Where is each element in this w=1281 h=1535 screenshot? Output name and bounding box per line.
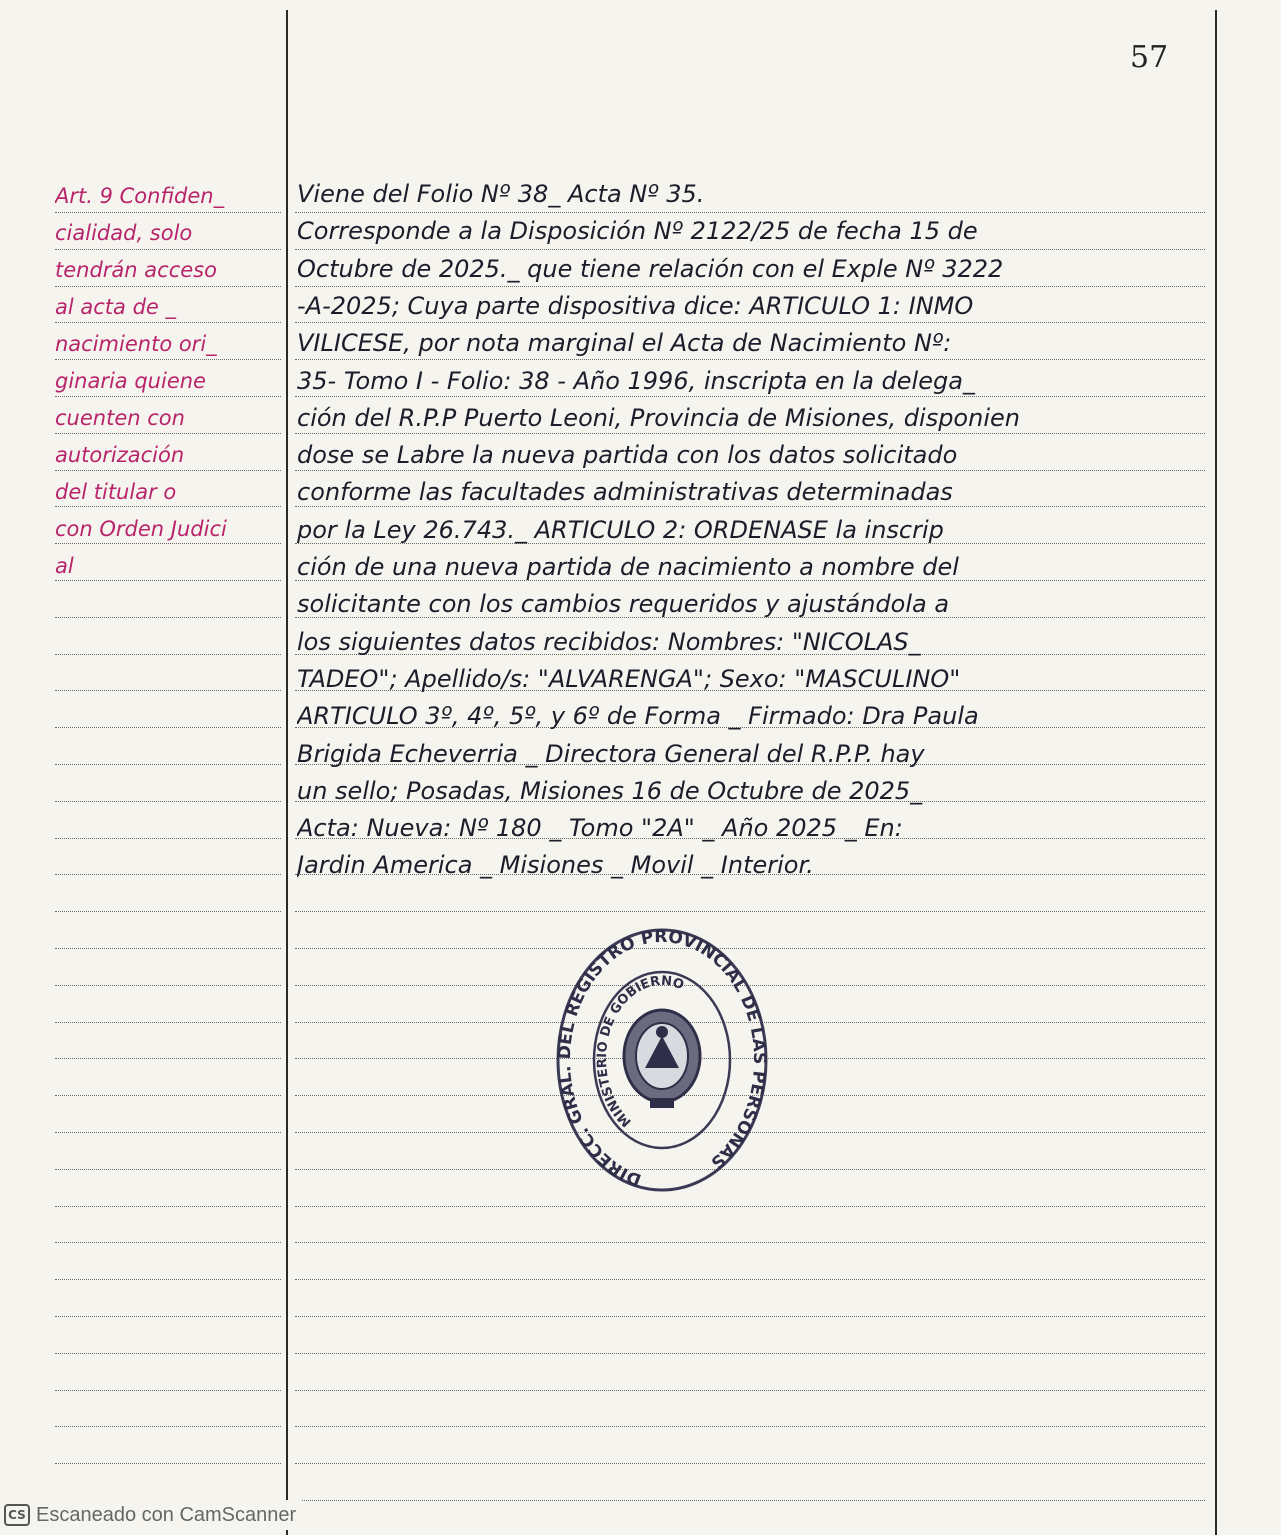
- page-number: 57: [1130, 40, 1169, 75]
- main-rule-line: [295, 1426, 1205, 1427]
- margin-rule-line: [55, 1463, 281, 1464]
- margin-rule-line: [55, 911, 281, 912]
- text-line: -A-2025; Cuya parte dispositiva dice: ARTICULO 1: INMO: [297, 291, 974, 320]
- main-rule-line: [295, 1206, 1205, 1207]
- margin-rule-line: [55, 801, 281, 802]
- margin-note-line: cialidad, solo: [55, 221, 193, 245]
- text-line: Corresponde a la Disposición Nº 2122/25 de fecha 15 de: [297, 217, 978, 246]
- stamp-outer-text: DIRECC. GRAL. DEL REGISTRO PROVINCIAL DE LAS PERSONAS: [555, 928, 770, 1190]
- watermark-text: Escaneado con CamScanner: [36, 1503, 297, 1526]
- text-line: 35- Tomo I - Folio: 38 - Año 1996, inscripta en la delega_: [297, 366, 975, 395]
- margin-note-line: nacimiento ori_: [55, 332, 217, 356]
- main-rule-line: [295, 1463, 1205, 1464]
- margin-rule: [286, 10, 288, 1535]
- main-rule-line: [295, 1500, 1205, 1501]
- margin-note-line: ginaria quiene: [55, 369, 206, 393]
- text-line: Brigida Echeverria _ Directora General del R.P.P. hay: [297, 739, 925, 768]
- text-line: Viene del Folio Nº 38_ Acta Nº 35.: [297, 180, 705, 208]
- camscanner-logo-icon: CS: [4, 1504, 30, 1526]
- margin-note-line: al: [55, 554, 74, 578]
- margin-note-line: del titular o: [55, 480, 177, 504]
- text-line: Octubre de 2025._ que tiene relación con el Exple Nº 3222: [297, 254, 1004, 283]
- margin-rule-line: [55, 1132, 281, 1133]
- coat-of-arms-icon: [624, 1010, 700, 1108]
- margin-note-line: autorización: [55, 443, 185, 467]
- text-line: Jardin America _ Misiones _ Movil _ Interior.: [297, 851, 814, 880]
- margin-rule-line: [55, 948, 281, 949]
- text-line: conforme las facultades administrativas determinadas: [297, 478, 953, 507]
- official-stamp: [555, 928, 770, 1193]
- text-line: ARTICULO 3º, 4º, 5º, y 6º de Forma _ Firmado: Dra Paula: [297, 702, 979, 731]
- scanner-watermark: [4, 1500, 302, 1530]
- text-line: TADEO"; Apellido/s: "ALVARENGA"; Sexo: "MASCULINO": [297, 664, 961, 693]
- text-line: un sello; Posadas, Misiones 16 de Octubre de 2025_: [297, 776, 923, 805]
- margin-rule-line: [55, 764, 281, 765]
- margin-rule-line: [55, 1353, 281, 1354]
- text-line: por la Ley 26.743._ ARTICULO 2: ORDENASE la inscrip: [297, 515, 944, 544]
- main-rule-line: [295, 1390, 1205, 1391]
- margin-rule-line: [55, 654, 281, 655]
- right-rule: [1215, 10, 1217, 1535]
- text-line: ción del R.P.P Puerto Leoni, Provincia de Misiones, disponien: [297, 403, 1020, 432]
- margin-rule-line: [55, 1095, 281, 1096]
- main-rule-line: [295, 1242, 1205, 1243]
- main-rule-line: [295, 1353, 1205, 1354]
- text-line: Acta: Nueva: Nº 180 _ Tomo "2A" _ Año 2025 _ En:: [297, 814, 903, 843]
- margin-rule-line: [55, 617, 281, 618]
- margin-rule-line: [55, 1058, 281, 1059]
- margin-rule-line: [55, 874, 281, 875]
- margin-rule-line: [55, 1426, 281, 1427]
- margin-note-line: Art. 9 Confiden_: [55, 184, 225, 208]
- margin-note-line: cuenten con: [55, 406, 185, 430]
- text-line: solicitante con los cambios requeridos y ajustándola a: [297, 590, 950, 619]
- margin-rule-line: [55, 985, 281, 986]
- margin-rule-line: [55, 690, 281, 691]
- main-rule-line: [295, 1316, 1205, 1317]
- margin-rule-line: [55, 1242, 281, 1243]
- margin-rule-line: [55, 1316, 281, 1317]
- text-line: dose se Labre la nueva partida con los datos solicitado: [297, 441, 958, 470]
- main-rule-line: [295, 1279, 1205, 1280]
- text-line: ción de una nueva partida de nacimiento a nombre del: [297, 553, 959, 581]
- main-rule-line: [295, 911, 1205, 912]
- margin-note-line: tendrán acceso: [55, 258, 217, 282]
- text-line: VILICESE, por nota marginal el Acta de Nacimiento Nº:: [297, 329, 952, 358]
- margin-rule-line: [55, 1390, 281, 1391]
- margin-rule-line: [55, 727, 281, 728]
- margin-note-line: con Orden Judici: [55, 517, 227, 541]
- text-line: los siguientes datos recibidos: Nombres: "NICOLAS_: [297, 627, 921, 656]
- margin-rule-line: [55, 838, 281, 839]
- stamp-inner-text: MINISTERIO DE GOBIERNO: [594, 973, 686, 1130]
- margin-rule-line: [55, 1279, 281, 1280]
- margin-rule-line: [55, 1022, 281, 1023]
- margin-note-line: al acta de _: [55, 295, 176, 319]
- margin-rule-line: [55, 1206, 281, 1207]
- margin-rule-line: [55, 1169, 281, 1170]
